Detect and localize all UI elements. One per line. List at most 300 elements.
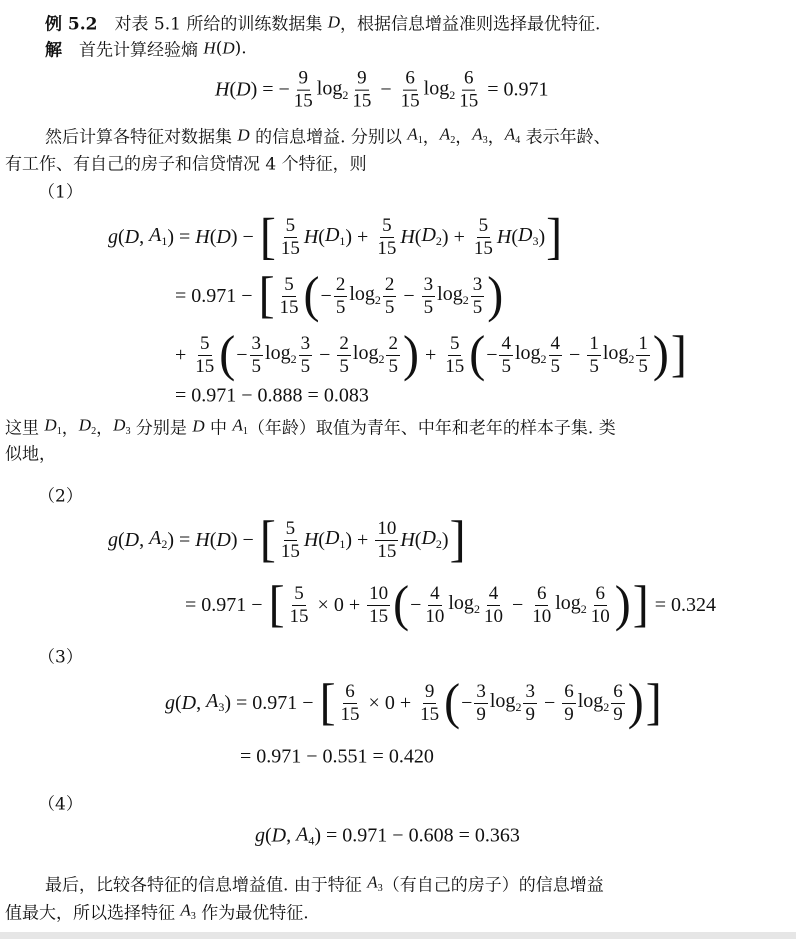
- fraction: [482, 583, 505, 628]
- text-run: +: [419, 343, 442, 366]
- text-run: ,: [139, 528, 150, 551]
- math-variable: D: [271, 824, 287, 847]
- log-base: 2: [540, 352, 547, 367]
- fraction: [334, 274, 348, 319]
- fraction-numerator: 9: [357, 67, 367, 89]
- fraction-numerator: 6: [463, 67, 474, 89]
- log-text: log: [349, 283, 375, 306]
- fraction: [399, 68, 422, 113]
- fraction-numerator: 4: [501, 332, 511, 354]
- fraction: [523, 681, 537, 726]
- example-heading: [45, 10, 600, 35]
- math-variable: D: [192, 416, 205, 435]
- fraction-numerator: 3: [476, 680, 486, 702]
- text-run: = 0.971 − 0.551 = 0.420: [240, 745, 434, 768]
- fraction-numerator: 2: [339, 332, 349, 354]
- fraction: [549, 333, 563, 378]
- text-run: = 0.971 −: [175, 284, 258, 307]
- text-run: (: [118, 225, 125, 248]
- log-base: 2: [515, 700, 522, 715]
- variable-subscript: 3: [218, 700, 225, 715]
- paragraph-conclusion: [45, 871, 604, 896]
- log-operator: [555, 592, 587, 617]
- math-variable: H: [496, 225, 512, 248]
- fraction-denominator: 15: [473, 237, 493, 259]
- equation-gain-a1-step2: [175, 267, 504, 324]
- math-variable: H: [303, 225, 319, 248]
- variable-base: D: [421, 224, 436, 247]
- fraction-numerator: 2: [388, 332, 398, 354]
- text-run: +: [175, 343, 192, 366]
- variable-base: A: [296, 823, 309, 846]
- fraction: [299, 333, 313, 378]
- fraction: [250, 333, 264, 378]
- text-run: −: [410, 593, 422, 616]
- fraction-denominator: 5: [300, 355, 311, 377]
- log-base: 2: [462, 293, 469, 308]
- fraction-denominator: 15: [280, 237, 300, 259]
- text-run: = 0.971 − 0.888 = 0.083: [175, 384, 369, 407]
- text-run: ) =: [167, 225, 196, 248]
- text-run: −: [564, 343, 586, 366]
- variable-subscript: 2: [435, 537, 442, 552]
- fraction: [474, 681, 488, 726]
- variable-base: A: [367, 872, 378, 892]
- math-variable: g: [255, 824, 265, 847]
- fraction: [611, 681, 625, 726]
- text-run: = 0.971 −: [185, 593, 268, 616]
- log-text: log: [352, 342, 379, 365]
- subscripted-variable: [325, 527, 345, 552]
- log-base: 2: [342, 87, 349, 102]
- math-variable: D: [222, 38, 235, 57]
- fraction-numerator: 1: [638, 332, 648, 354]
- math-variable: H: [195, 528, 210, 551]
- log-text: log: [577, 690, 604, 713]
- fraction-denominator: 15: [279, 296, 299, 318]
- case-label-4: [38, 790, 83, 815]
- math-variable: H: [195, 225, 210, 248]
- subscripted-variable: [180, 900, 195, 922]
- fraction-numerator: 4: [550, 332, 561, 354]
- fraction-numerator: 2: [384, 273, 395, 295]
- text-run: (: [414, 225, 422, 248]
- equation-gain-a3: [165, 674, 663, 731]
- fraction-denominator: 15: [420, 703, 440, 725]
- math-variable: H: [203, 38, 216, 57]
- fraction-denominator: 10: [590, 605, 610, 627]
- text-run: (: [215, 38, 223, 58]
- subscripted-variable: [421, 527, 441, 552]
- text-run: ) =: [167, 528, 196, 551]
- math-variable: g: [165, 691, 175, 714]
- text-run: −: [375, 78, 397, 101]
- fraction: [587, 333, 601, 378]
- text-run: 最后，比较各特征的信息增益值. 由于特征: [45, 875, 368, 896]
- fraction: [383, 274, 397, 319]
- fraction: [457, 68, 480, 113]
- text-run: 作为最优特征.: [195, 903, 309, 924]
- subscripted-variable: [149, 224, 167, 249]
- log-operator: [578, 690, 610, 715]
- equation-gain-a1-result: [175, 385, 369, 408]
- fraction-numerator: 5: [285, 517, 296, 539]
- text-run: −: [314, 343, 336, 366]
- fraction: [386, 333, 400, 378]
- log-operator: [603, 342, 635, 367]
- large-bracket: ]: [449, 511, 466, 568]
- large-bracket: [: [259, 511, 276, 568]
- variable-base: A: [149, 527, 162, 550]
- subscripted-variable: [149, 527, 167, 552]
- text-run: (: [229, 78, 237, 101]
- case-label-2: [38, 482, 83, 507]
- math-variable: H: [303, 528, 319, 551]
- subscripted-variable: [472, 124, 487, 146]
- text-run: 有工作、有自己的房子和信贷情况 4 个特征，则: [5, 154, 367, 175]
- text-run: (: [511, 225, 518, 248]
- fraction-numerator: 4: [430, 582, 440, 604]
- fraction-denominator: 9: [613, 703, 623, 725]
- fraction-denominator: 15: [445, 355, 465, 377]
- variable-base: A: [472, 124, 483, 144]
- fraction-denominator: 5: [423, 296, 434, 318]
- subscripted-variable: [44, 415, 61, 437]
- text-run: ,: [286, 824, 297, 847]
- fraction: [636, 333, 650, 378]
- variable-base: A: [407, 124, 418, 144]
- log-text: log: [602, 342, 629, 365]
- large-bracket: ): [652, 326, 669, 383]
- fraction-denominator: 15: [369, 605, 389, 627]
- fraction-denominator: 10: [425, 605, 445, 627]
- subscripted-variable: [113, 415, 130, 437]
- subscripted-variable: [421, 224, 441, 249]
- text-run: = 0.324: [649, 593, 717, 616]
- log-text: log: [316, 77, 343, 100]
- text-run: 分别是: [130, 418, 193, 439]
- math-variable: D: [216, 225, 231, 248]
- text-run: × 0 +: [363, 691, 417, 714]
- text-run: （2）: [38, 486, 83, 507]
- variable-base: A: [180, 900, 191, 920]
- text-run: ，根据信息增益准则选择最优特征.: [340, 14, 601, 35]
- fraction: [350, 68, 373, 113]
- fraction-numerator: 3: [300, 332, 311, 354]
- equation-gain-a4: [255, 823, 520, 848]
- fraction-denominator: 10: [532, 605, 552, 627]
- text-run: ) +: [345, 528, 374, 551]
- large-bracket: (: [303, 267, 320, 324]
- text-run: (: [318, 225, 325, 248]
- log-base: 2: [449, 87, 456, 102]
- variable-base: D: [324, 527, 340, 550]
- variable-subscript: 2: [161, 537, 168, 552]
- text-run: ,: [139, 225, 150, 248]
- variable-subscript: 3: [532, 234, 539, 249]
- large-bracket: ]: [546, 208, 563, 265]
- math-variable: D: [124, 225, 140, 248]
- text-run: 表示年龄、: [520, 127, 611, 148]
- subscripted-variable: [325, 224, 345, 249]
- variable-base: D: [421, 527, 436, 550]
- large-bracket: ): [614, 576, 631, 633]
- text-run: ，: [455, 127, 473, 148]
- large-bracket: ): [487, 267, 504, 324]
- equation-gain-a2: [108, 511, 467, 568]
- fraction-numerator: 5: [285, 214, 296, 236]
- log-base: 2: [290, 352, 297, 367]
- text-run: (: [175, 691, 182, 714]
- fraction-denominator: 5: [388, 355, 398, 377]
- variable-subscript: 4: [515, 134, 521, 146]
- log-text: log: [265, 342, 291, 365]
- bottom-scroll-bar: [0, 932, 796, 939]
- equation-gain-a1-step3: [175, 326, 688, 383]
- text-run: −: [506, 593, 529, 616]
- text-run: （4）: [38, 794, 83, 815]
- text-run: 然后计算各特征对数据集: [45, 127, 238, 148]
- fraction: [279, 215, 302, 260]
- subscripted-variable: [407, 124, 422, 146]
- fraction-numerator: 3: [423, 273, 434, 295]
- fraction-denominator: 5: [501, 355, 511, 377]
- fraction: [589, 583, 612, 628]
- text-run: (: [265, 824, 272, 847]
- text-run: (: [318, 528, 325, 551]
- fraction-denominator: 15: [377, 237, 397, 259]
- log-text: log: [514, 342, 541, 365]
- large-bracket: ): [402, 326, 419, 383]
- variable-subscript: 3: [377, 882, 383, 894]
- fraction-numerator: 6: [613, 680, 623, 702]
- text-run: 中: [204, 418, 233, 439]
- log-operator: [349, 283, 381, 308]
- fraction-numerator: 9: [298, 67, 309, 89]
- fraction: [193, 333, 216, 378]
- text-run: ) +: [441, 225, 470, 248]
- text-run: ).: [234, 38, 247, 58]
- log-base: 2: [603, 700, 610, 715]
- text-run: ): [441, 528, 449, 551]
- fraction: [443, 333, 466, 378]
- log-text: log: [489, 690, 516, 713]
- bold-label: 解: [45, 40, 62, 61]
- text-run: ) = −: [250, 78, 290, 101]
- fraction-denominator: 5: [550, 355, 561, 377]
- text-run: 首先计算经验熵: [62, 40, 204, 61]
- variable-subscript: 2: [450, 134, 456, 146]
- log-text: log: [448, 592, 474, 615]
- fraction-numerator: 10: [377, 517, 397, 539]
- text-run: 值最大，所以选择特征: [5, 903, 181, 924]
- large-bracket: (: [444, 674, 461, 731]
- fraction-numerator: 9: [424, 680, 435, 702]
- fraction-numerator: 5: [200, 332, 210, 354]
- fraction-denominator: 5: [335, 296, 346, 318]
- text-run: （1）: [38, 182, 83, 203]
- log-base: 2: [580, 602, 587, 617]
- variable-subscript: 1: [339, 234, 346, 249]
- fraction-denominator: 5: [251, 355, 262, 377]
- log-operator: [490, 690, 522, 715]
- fraction-numerator: 1: [589, 332, 599, 354]
- variable-subscript: 4: [308, 833, 315, 848]
- variable-base: A: [206, 690, 219, 713]
- text-run: （有自己的房子）的信息增益: [382, 875, 604, 896]
- large-bracket: (: [393, 576, 410, 633]
- text-run: ，: [61, 418, 79, 439]
- variable-base: A: [232, 415, 243, 435]
- equation-gain-a3-result: [240, 746, 434, 769]
- log-operator: [437, 283, 469, 308]
- text-run: ) −: [230, 225, 259, 248]
- text-run: 的信息增益. 分别以: [249, 127, 408, 148]
- text-run: (: [209, 225, 217, 248]
- text-run: = 0.971: [482, 78, 549, 101]
- fraction-numerator: 6: [536, 582, 547, 604]
- fraction-numerator: 5: [294, 582, 304, 604]
- paragraph-subsets: [5, 414, 616, 439]
- fraction-denominator: 9: [476, 703, 486, 725]
- fraction: [278, 274, 301, 319]
- subscripted-variable: [440, 124, 455, 146]
- paragraph-conclusion-cont: [5, 899, 309, 924]
- large-bracket: ): [627, 674, 644, 731]
- variable-subscript: 2: [91, 425, 97, 437]
- case-label-3: [38, 643, 83, 668]
- paragraph-gain-cont: [5, 150, 367, 175]
- variable-subscript: 1: [242, 425, 248, 437]
- fraction-denominator: 15: [195, 355, 215, 377]
- text-run: −: [486, 343, 498, 366]
- variable-base: D: [113, 415, 126, 435]
- log-text: log: [437, 283, 463, 306]
- variable-base: A: [439, 124, 451, 144]
- log-operator: [265, 342, 297, 367]
- fraction-denominator: 5: [472, 296, 483, 318]
- math-variable: D: [327, 12, 341, 31]
- text-run: ) −: [230, 528, 259, 551]
- text-run: (: [118, 528, 125, 551]
- fraction-numerator: 5: [382, 214, 392, 236]
- subscripted-variable: [206, 690, 224, 715]
- fraction-numerator: 2: [335, 273, 346, 295]
- math-variable: D: [237, 125, 250, 144]
- text-run: (: [209, 528, 217, 551]
- log-operator: [317, 77, 349, 102]
- text-run: −: [398, 284, 420, 307]
- fraction-denominator: 10: [483, 605, 503, 627]
- subscripted-variable: [296, 823, 314, 848]
- fraction-numerator: 6: [595, 582, 606, 604]
- text-run: ) = 0.971 − 0.608 = 0.363: [314, 824, 520, 847]
- subscripted-variable: [232, 415, 247, 437]
- fraction-numerator: 5: [449, 332, 460, 354]
- log-operator: [448, 592, 480, 617]
- fraction-numerator: 5: [284, 273, 294, 295]
- fraction-denominator: 15: [293, 90, 313, 112]
- fraction-numerator: 6: [405, 67, 415, 89]
- math-variable: H: [400, 528, 415, 551]
- text-run: −: [320, 284, 332, 307]
- fraction: [530, 583, 553, 628]
- fraction-numerator: 6: [564, 680, 574, 702]
- subscripted-variable: [367, 872, 382, 894]
- text-run: −: [461, 691, 473, 714]
- text-run: ) +: [345, 225, 374, 248]
- bold-label: 例 5.2: [45, 14, 98, 35]
- fraction: [288, 583, 311, 628]
- large-bracket: ]: [632, 576, 649, 633]
- text-run: 对表 5.1 所给的训练数据集: [97, 14, 328, 35]
- fraction: [339, 681, 362, 726]
- log-base: 2: [628, 352, 635, 367]
- large-bracket: (: [469, 326, 486, 383]
- fraction: [337, 333, 351, 378]
- variable-subscript: 1: [56, 425, 62, 437]
- fraction-numerator: 4: [488, 582, 499, 604]
- fraction: [375, 518, 398, 563]
- variable-base: D: [78, 415, 92, 435]
- fraction-numerator: 10: [369, 582, 389, 604]
- text-run: （年龄）取值为青年、中年和老年的样本子集. 类: [247, 418, 616, 439]
- subscripted-variable: [79, 415, 96, 437]
- fraction-denominator: 5: [384, 296, 395, 318]
- variable-subscript: 1: [161, 234, 168, 249]
- fraction: [367, 583, 390, 628]
- variable-subscript: 3: [125, 425, 131, 437]
- subscripted-variable: [518, 224, 538, 249]
- fraction-denominator: 5: [339, 355, 349, 377]
- fraction-denominator: 5: [589, 355, 599, 377]
- fraction: [422, 274, 436, 319]
- log-text: log: [555, 592, 581, 615]
- fraction-numerator: 3: [525, 680, 535, 702]
- fraction: [418, 681, 441, 726]
- text-run: −: [236, 343, 248, 366]
- fraction-denominator: 15: [280, 540, 300, 562]
- equation-gain-a2-result: [185, 576, 717, 633]
- solution-intro: [45, 36, 247, 61]
- subscripted-variable: [505, 124, 520, 146]
- paragraph-subsets-cont: [5, 440, 56, 465]
- equation-entropy: [215, 68, 548, 113]
- fraction-numerator: 3: [251, 332, 262, 354]
- fraction-denominator: 15: [340, 703, 360, 725]
- text-run: −: [538, 691, 561, 714]
- fraction: [423, 583, 446, 628]
- math-variable: D: [124, 528, 140, 551]
- fraction-denominator: 5: [638, 355, 648, 377]
- variable-subscript: 3: [482, 134, 488, 146]
- variable-base: A: [504, 124, 516, 144]
- fraction: [292, 68, 315, 113]
- text-run: （3）: [38, 647, 83, 668]
- log-operator: [353, 342, 385, 367]
- text-run: × 0 +: [312, 593, 366, 616]
- log-base: 2: [473, 602, 480, 617]
- fraction: [562, 681, 576, 726]
- variable-base: D: [44, 415, 57, 435]
- log-base: 2: [378, 352, 385, 367]
- text-run: 这里: [5, 418, 45, 439]
- fraction: [472, 215, 495, 260]
- fraction-denominator: 9: [525, 703, 535, 725]
- math-variable: D: [216, 528, 231, 551]
- text-run: ，: [96, 418, 114, 439]
- text-run: ) = 0.971 −: [224, 691, 319, 714]
